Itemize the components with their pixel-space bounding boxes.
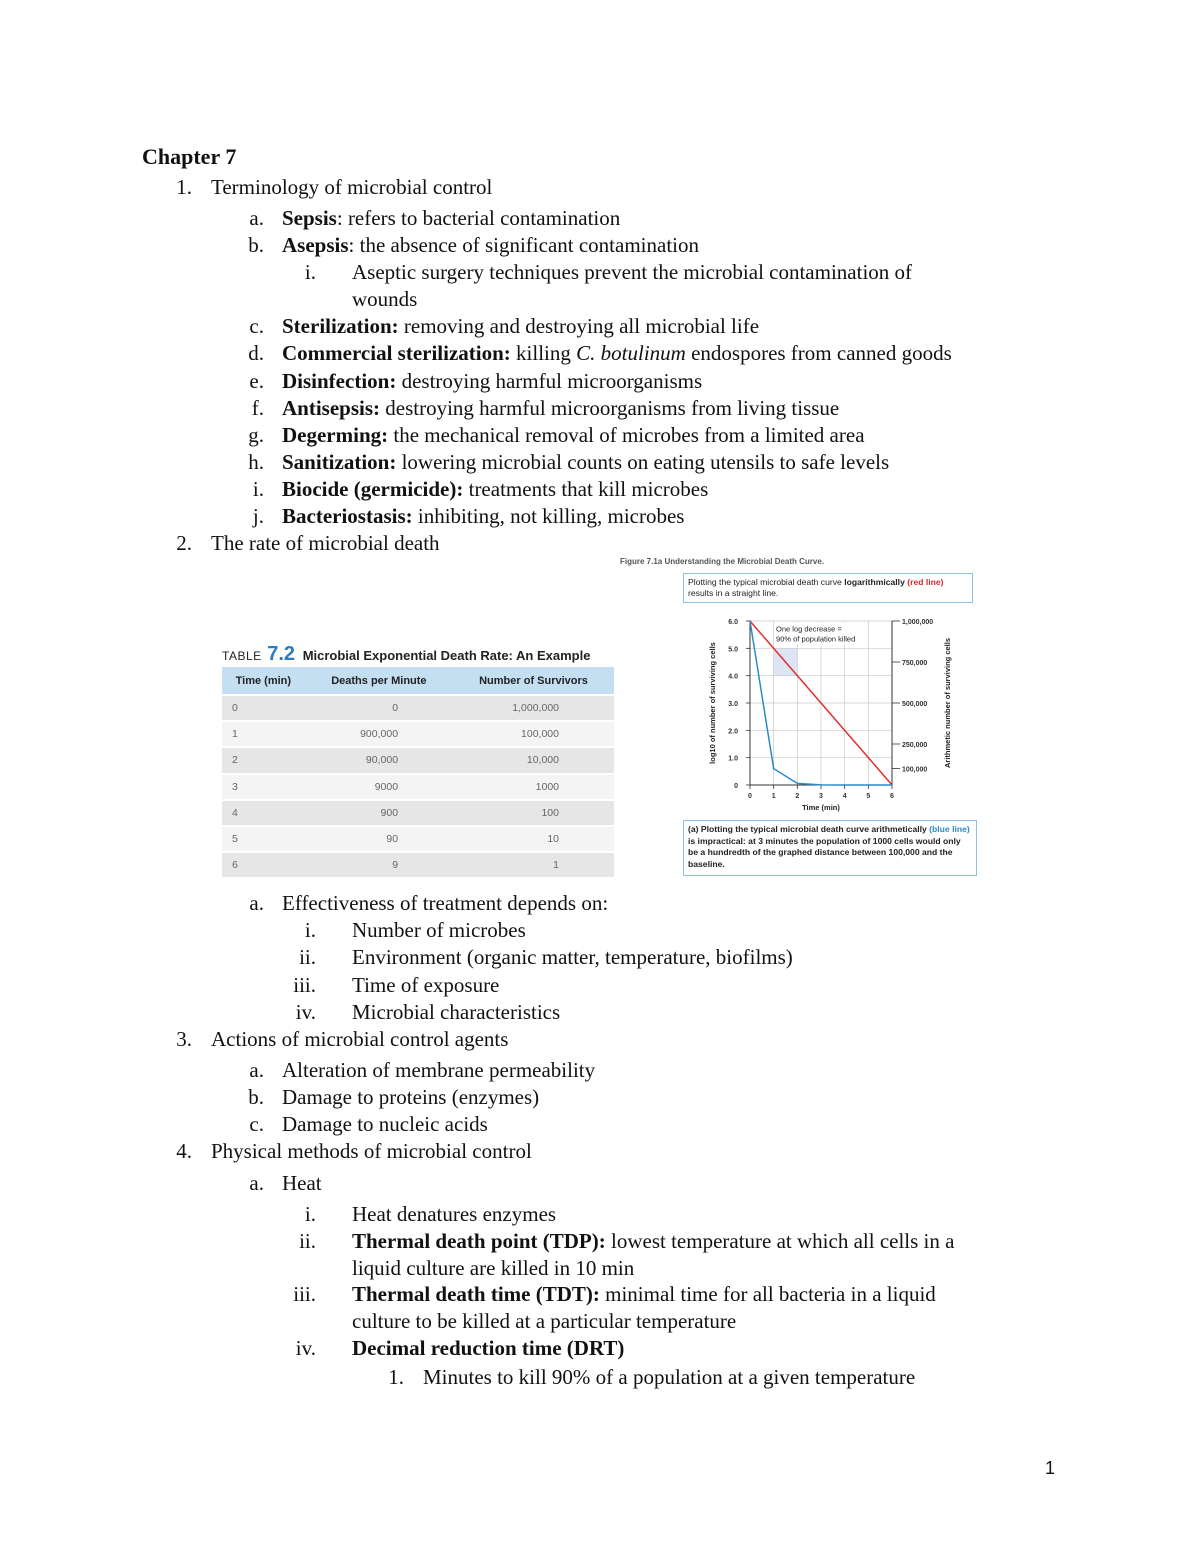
table-title: Microbial Exponential Death Rate: An Example — [302, 648, 591, 663]
term: Disinfection: — [282, 369, 397, 393]
table-cell-deaths: 90,000 — [305, 747, 453, 773]
table-cell-deaths: 0 — [305, 695, 453, 721]
term: Asepsis — [282, 233, 349, 257]
arith-series-point — [773, 768, 775, 770]
arith-series-point — [797, 783, 799, 785]
arith-series-point — [820, 784, 822, 786]
s1-item-text — [282, 232, 699, 259]
arith-series-point — [844, 784, 846, 786]
s1-item-text — [282, 503, 684, 530]
s2-a-label: a. — [249, 891, 264, 915]
table-cell-survivors: 1 — [453, 852, 614, 878]
s4-a-label: a. — [249, 1171, 264, 1195]
table-cell-time: 5 — [222, 826, 305, 852]
log-series-point — [773, 648, 775, 650]
definition: destroying harmful microorganisms — [396, 369, 703, 393]
arith-series-point — [868, 784, 870, 786]
table-caption — [222, 641, 614, 667]
s1-b-sub-label: i. — [304, 260, 316, 284]
table-cell-survivors: 10,000 — [453, 747, 614, 773]
table-cell-survivors: 100 — [453, 800, 614, 826]
y-right-tick-label: 250,000 — [902, 742, 928, 749]
top-note-a: Plotting the typical microbial death curve — [688, 577, 845, 587]
table-number: 7.2 — [267, 643, 296, 665]
s2-sub-text: Time of exposure — [352, 973, 500, 997]
table-cell-deaths: 90 — [305, 826, 453, 852]
organism-name: C. botulinum — [576, 341, 686, 365]
table-row — [222, 800, 614, 826]
s4-iv-1-text: Minutes to kill 90% of a population at a given temperature — [423, 1365, 916, 1389]
term: Sepsis — [282, 206, 337, 230]
table-row — [222, 747, 614, 773]
tdp-term: Thermal death point (TDP): — [352, 1229, 606, 1253]
y-left-tick-label: 2.0 — [728, 728, 738, 736]
s1-item-text — [282, 368, 702, 395]
x-tick-label: 2 — [795, 793, 800, 800]
s1-item-label: b. — [248, 233, 264, 257]
s4-iv-label: iv. — [295, 1336, 316, 1360]
x-tick-label: 4 — [842, 793, 847, 800]
s2-sub-label: i. — [304, 918, 316, 942]
section-1-number: 1. — [176, 175, 192, 199]
table-cell-deaths: 900 — [305, 800, 453, 826]
definition: removing and destroying all microbial life — [398, 314, 760, 338]
x-tick-label: 6 — [890, 793, 894, 800]
definition-end: endospores from canned goods — [685, 341, 952, 365]
s4-i-text: Heat denatures enzymes — [352, 1202, 557, 1226]
y-right-tick-label: 750,000 — [902, 660, 928, 667]
s4-iv-1-label: 1. — [388, 1365, 404, 1389]
top-note-e: results in a straight line. — [688, 588, 779, 598]
table-cell-time: 4 — [222, 800, 305, 826]
s1-item-text — [282, 205, 620, 232]
table-row — [222, 852, 614, 878]
tdp-def: lowest temperature at which all cells in a — [605, 1229, 955, 1253]
table-cell-survivors: 1000 — [453, 774, 614, 800]
s1-item-label: f. — [251, 396, 264, 420]
arith-series-point — [749, 620, 751, 622]
figure-bottom-note — [683, 820, 977, 876]
figure-caption-title: Figure 7.1a Understanding the Microbial Death Curve. — [620, 557, 825, 566]
log-series-point — [820, 702, 822, 704]
s4-iv-text — [352, 1335, 624, 1362]
s1-item-text — [282, 476, 708, 503]
table-cell-deaths: 9000 — [305, 774, 453, 800]
table-header-time: Time (min) — [222, 667, 305, 695]
x-tick-label: 5 — [866, 793, 871, 800]
top-note-b: logarithmically — [844, 577, 905, 587]
y-right-tick-label: 1,000,000 — [902, 619, 934, 626]
y-axis-left-label: log10 of number of surviving cells — [708, 642, 717, 764]
bottom-note-blue-line: (blue line) — [929, 824, 970, 834]
s3-item-text: Damage to proteins (enzymes) — [282, 1085, 540, 1109]
s1-item-label: a. — [249, 206, 264, 230]
s4-ii-text-line2: liquid culture are killed in 10 min — [352, 1256, 635, 1280]
section-3-number: 3. — [176, 1027, 192, 1051]
s1-item-text — [282, 340, 952, 367]
s1-item-label: g. — [248, 423, 264, 447]
bottom-note-a: (a) Plotting the typical microbial death curve — [688, 824, 872, 834]
table-cell-time: 2 — [222, 747, 305, 773]
s2-sub-label: iv. — [295, 1000, 316, 1024]
definition: inhibiting, not killing, microbes — [412, 504, 685, 528]
y-left-tick-label: 0 — [734, 783, 738, 790]
s1-item-text — [282, 422, 865, 449]
term: Bacteriostasis: — [282, 504, 413, 528]
definition: the mechanical removal of microbes from a limited area — [388, 423, 865, 447]
s4-a-text: Heat — [282, 1171, 322, 1195]
log-series-point — [797, 675, 799, 677]
annotation-line-2: 90% of population killed — [776, 634, 856, 644]
table-row — [222, 695, 614, 721]
s1-item-label: j. — [252, 504, 264, 528]
s3-item-label: c. — [249, 1112, 264, 1136]
s1-b-sub-text-line2: wounds — [352, 287, 418, 311]
s2-sub-text: Environment (organic matter, temperature, biofilms) — [352, 945, 793, 969]
x-tick-label: 1 — [771, 793, 776, 800]
s1-item-label: i. — [252, 477, 264, 501]
table-cell-survivors: 10 — [453, 826, 614, 852]
log-series-point — [844, 730, 846, 732]
table-row — [222, 721, 614, 747]
annotation-line-1: One log decrease = — [776, 624, 842, 634]
definition: : the absence of significant contamination — [348, 233, 699, 257]
s3-item-label: a. — [249, 1058, 264, 1082]
log-series-point — [868, 757, 870, 759]
definition: destroying harmful microorganisms from living tissue — [380, 396, 840, 420]
x-tick-label: 0 — [748, 793, 752, 800]
y-right-tick-label: 100,000 — [902, 766, 928, 774]
s4-i-label: i. — [304, 1202, 316, 1226]
definition: : refers to bacterial contamination — [336, 206, 621, 230]
term: Biocide (germicide): — [282, 477, 464, 501]
arith-series-point — [891, 784, 893, 786]
s1-item-label: c. — [249, 314, 264, 338]
section-2-number: 2. — [176, 531, 192, 555]
table-label: TABLE — [222, 649, 262, 663]
s2-a-text: Effectiveness of treatment depends on: — [282, 891, 609, 915]
term: Sanitization: — [282, 450, 397, 474]
section-3-heading: Actions of microbial control agents — [211, 1027, 509, 1051]
s2-sub-text: Number of microbes — [352, 918, 526, 942]
s1-item-text — [282, 395, 839, 422]
tdt-def: minimal time for all bacteria in a liquid — [599, 1282, 936, 1306]
page-number: 1 — [1045, 1458, 1056, 1478]
term: Antisepsis: — [282, 396, 381, 420]
top-note-red-line: (red line) — [907, 577, 944, 587]
table-cell-time: 3 — [222, 774, 305, 800]
y-left-tick-label: 1.0 — [728, 755, 738, 763]
term: Sterilization: — [282, 314, 399, 338]
s2-sub-label: ii. — [299, 945, 316, 969]
s4-ii-label: ii. — [299, 1229, 316, 1253]
death-curve-figure — [620, 555, 990, 885]
y-right-tick-label: 500,000 — [902, 701, 928, 708]
table-grid — [222, 667, 614, 879]
y-axis-right-label: Arithmetic number of surviving cells — [943, 637, 952, 769]
definition: lowering microbial counts on eating utensils to safe levels — [396, 450, 890, 474]
table-cell-time: 6 — [222, 852, 305, 878]
y-left-tick-label: 4.0 — [728, 673, 738, 681]
s1-item-label: h. — [248, 450, 264, 474]
s2-sub-text: Microbial characteristics — [352, 1000, 561, 1024]
term: Commercial sterilization: — [282, 341, 511, 365]
s4-iii-label: iii. — [293, 1282, 316, 1306]
table-header-row — [222, 667, 614, 695]
x-tick-label: 3 — [819, 793, 823, 800]
x-axis-label: Time (min) — [802, 803, 840, 812]
y-left-tick-label: 5.0 — [728, 646, 738, 654]
table-header-deaths: Deaths per Minute — [305, 667, 453, 695]
section-4-number: 4. — [176, 1139, 192, 1163]
table-cell-deaths: 9 — [305, 852, 453, 878]
s1-item-label: d. — [248, 341, 264, 365]
s4-iii-text — [352, 1281, 936, 1308]
table-header-survivors: Number of Survivors — [453, 667, 614, 695]
s2-sub-label: iii. — [293, 973, 316, 997]
section-2-heading: The rate of microbial death — [211, 531, 440, 555]
bottom-note-b: arithmetically — [871, 824, 927, 834]
table-cell-time: 0 — [222, 695, 305, 721]
chapter-title: Chapter 7 — [142, 144, 237, 169]
s1-item-label: e. — [249, 369, 264, 393]
s1-b-sub-text: Aseptic surgery techniques prevent the microbial contamination of — [352, 260, 913, 284]
term: Degerming: — [282, 423, 389, 447]
definition: treatments that kill microbes — [463, 477, 709, 501]
s1-item-text — [282, 449, 889, 476]
table-cell-deaths: 900,000 — [305, 721, 453, 747]
s4-iii-text-line2: culture to be killed at a particular temperature — [352, 1309, 737, 1333]
section-1-heading: Terminology of microbial control — [211, 175, 493, 199]
table-cell-survivors: 100,000 — [453, 721, 614, 747]
table-row — [222, 826, 614, 852]
definition: killing — [510, 341, 577, 365]
drt-term: Decimal reduction time (DRT) — [352, 1336, 625, 1360]
y-left-tick-label: 3.0 — [728, 701, 738, 708]
table-row — [222, 774, 614, 800]
section-4-heading: Physical methods of microbial control — [211, 1139, 532, 1163]
death-rate-table — [222, 641, 614, 879]
table-cell-survivors: 1,000,000 — [453, 695, 614, 721]
s4-ii-text — [352, 1228, 954, 1255]
table-cell-time: 1 — [222, 721, 305, 747]
bottom-note-e: is impractical: at 3 minutes the population of 1000 cells would only be a hundredth of the graphed distance between 100,000 and the baseline. — [688, 835, 961, 869]
s3-item-text: Damage to nucleic acids — [282, 1112, 488, 1136]
s1-item-text — [282, 313, 759, 340]
tdt-term: Thermal death time (TDT): — [352, 1282, 600, 1306]
y-left-tick-label: 6.0 — [728, 619, 738, 626]
s3-item-label: b. — [248, 1085, 264, 1109]
s3-item-text: Alteration of membrane permeability — [282, 1058, 596, 1082]
